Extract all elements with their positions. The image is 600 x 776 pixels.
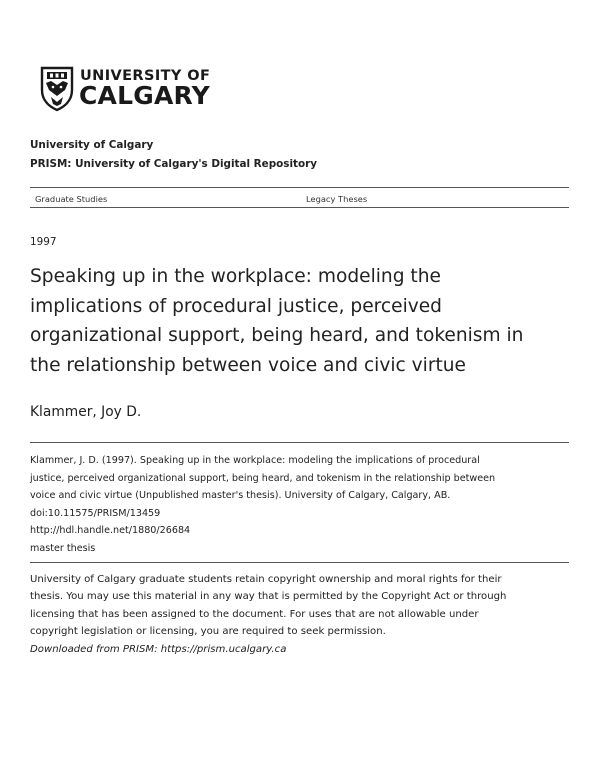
rights-statement (30, 571, 575, 658)
collection-legacy-theses: Legacy Theses (306, 194, 368, 204)
logo-text-calgary: CALGARY (79, 81, 210, 110)
divider-collection (30, 207, 569, 208)
citation-handle-link[interactable]: http://hdl.handle.net/1880/26684 (30, 525, 191, 537)
citation-type: master thesis (30, 542, 96, 554)
crest-icon (40, 66, 74, 112)
title-line: implications of procedural justice, perceived (30, 295, 442, 317)
publication-year: 1997 (30, 236, 57, 248)
title-line: the relationship between voice and civic virtue (30, 354, 466, 376)
divider-rights (30, 562, 569, 563)
title-line: organizational support, being heard, and tokenism in (30, 325, 524, 346)
rights-line: thesis. You may use this material in any way that is permitted by the Copyright Act or through (30, 591, 507, 603)
rights-line: University of Calgary graduate students retain copyright ownership and moral rights for their (30, 574, 502, 585)
institution-name: University of Calgary (30, 139, 154, 151)
rights-line: licensing that has been assigned to the document. For uses that are not allowable under (30, 608, 479, 620)
citation-doi[interactable]: doi:10.11575/PRISM/13459 (30, 507, 161, 519)
author: Klammer, Joy D. (30, 404, 142, 420)
collection-graduate-studies: Graduate Studies (35, 194, 108, 204)
divider-top (30, 187, 569, 188)
title-line: Speaking up in the workplace: modeling the (30, 266, 441, 287)
university-logo (40, 66, 210, 114)
thesis-title (30, 262, 575, 380)
repository-name: PRISM: University of Calgary's Digital Repository (30, 158, 318, 170)
citation-line: voice and civic virtue (Unpublished master's thesis). University of Calgary, Calgary, AB. (30, 490, 451, 502)
download-note-link[interactable]: Downloaded from PRISM: https://prism.ucalgary.ca (30, 643, 287, 655)
rights-line: copyright legislation or licensing, you are required to seek permission. (30, 626, 386, 638)
logo-text-university-of: UNIVERSITY OF (80, 68, 211, 84)
divider-citation (30, 442, 569, 443)
citation-block (30, 452, 575, 558)
citation-line: justice, perceived organizational support, being heard, and tokenism in the relationship between (30, 472, 496, 484)
citation-line: Klammer, J. D. (1997). Speaking up in the workplace: modeling the implications of procedural (30, 455, 480, 466)
